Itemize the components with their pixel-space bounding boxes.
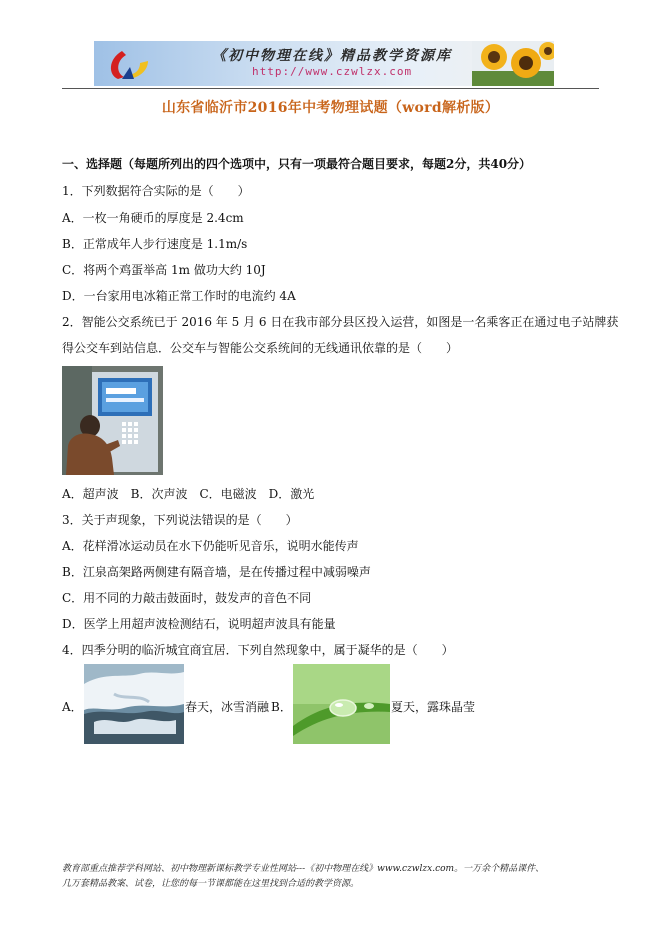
q4-option-a-text: 春天，冰雪消融 [185, 700, 270, 714]
page-footer [62, 862, 602, 892]
question-2-cont: 得公交车到站信息．公交车与智能公交系统间的无线通讯依靠的是（ ） [62, 341, 459, 355]
dewdrop-leaf-photo [293, 664, 390, 744]
q3-option-a: A．花样滑冰运动员在水下仍能听见音乐，说明水能传声 [62, 539, 359, 553]
q2-options: A．超声波 B．次声波 C．电磁波 D．激光 [62, 487, 315, 501]
q1-option-a: A．一枚一角硬币的厚度是 2.4cm [62, 211, 244, 225]
site-logo-icon [104, 45, 152, 83]
document-title: 山东省临沂市2016年中考物理试题（word解析版） [161, 100, 500, 116]
bus-stop-photo [62, 366, 163, 475]
question-4: 4．四季分明的临沂城宜商宜居．下列自然现象中，属于凝华的是（ ） [62, 643, 454, 657]
melting-ice-photo [84, 664, 184, 744]
q4-option-b-label: B． [271, 700, 292, 714]
q4-option-b-text: 夏天，露珠晶莹 [391, 700, 476, 714]
footer-line-2: 几万套精品教案、试卷，让您的每一节课都能在这里找到合适的教学资源。 [62, 879, 360, 889]
q4-option-a-label: A． [62, 700, 83, 714]
header-banner [94, 41, 554, 86]
q3-option-c: C．用不同的力敲击鼓面时，鼓发声的音色不同 [62, 591, 312, 605]
q1-option-b: B．正常成年人步行速度是 1.1m/s [62, 237, 248, 251]
q3-option-b: B．江泉高架路两侧建有隔音墙，是在传播过程中减弱噪声 [62, 565, 371, 579]
banner-url: http://www.czwlzx.com [252, 65, 413, 78]
question-3: 3．关于声现象，下列说法错误的是（ ） [62, 513, 298, 527]
section-heading: 一、选择题（每题所列出的四个选项中，只有一项最符合题目要求，每题2分，共40分） [62, 157, 532, 171]
question-1: 1．下列数据符合实际的是（ ） [62, 184, 250, 198]
header-divider [62, 88, 599, 89]
sunflower-image [472, 41, 554, 86]
question-2: 2．智能公交系统已于 2016 年 5 月 6 日在我市部分县区投入运营，如图是一名乘客正在通过电子站牌获 [62, 315, 619, 329]
q1-option-d: D．一台家用电冰箱正常工作时的电流约 4A [62, 289, 296, 303]
banner-title: 《初中物理在线》精品教学资源库 [212, 48, 452, 64]
footer-line-1: 教育部重点推荐学科网站、初中物理新课标教学专业性网站---《初中物理在线》www.czwlzx.com。一万余个精品课件、 [62, 864, 545, 874]
q1-option-c: C．将两个鸡蛋举高 1m 做功大约 10J [62, 263, 266, 277]
q3-option-d: D．医学上用超声波检测结石，说明超声波具有能量 [62, 617, 336, 631]
